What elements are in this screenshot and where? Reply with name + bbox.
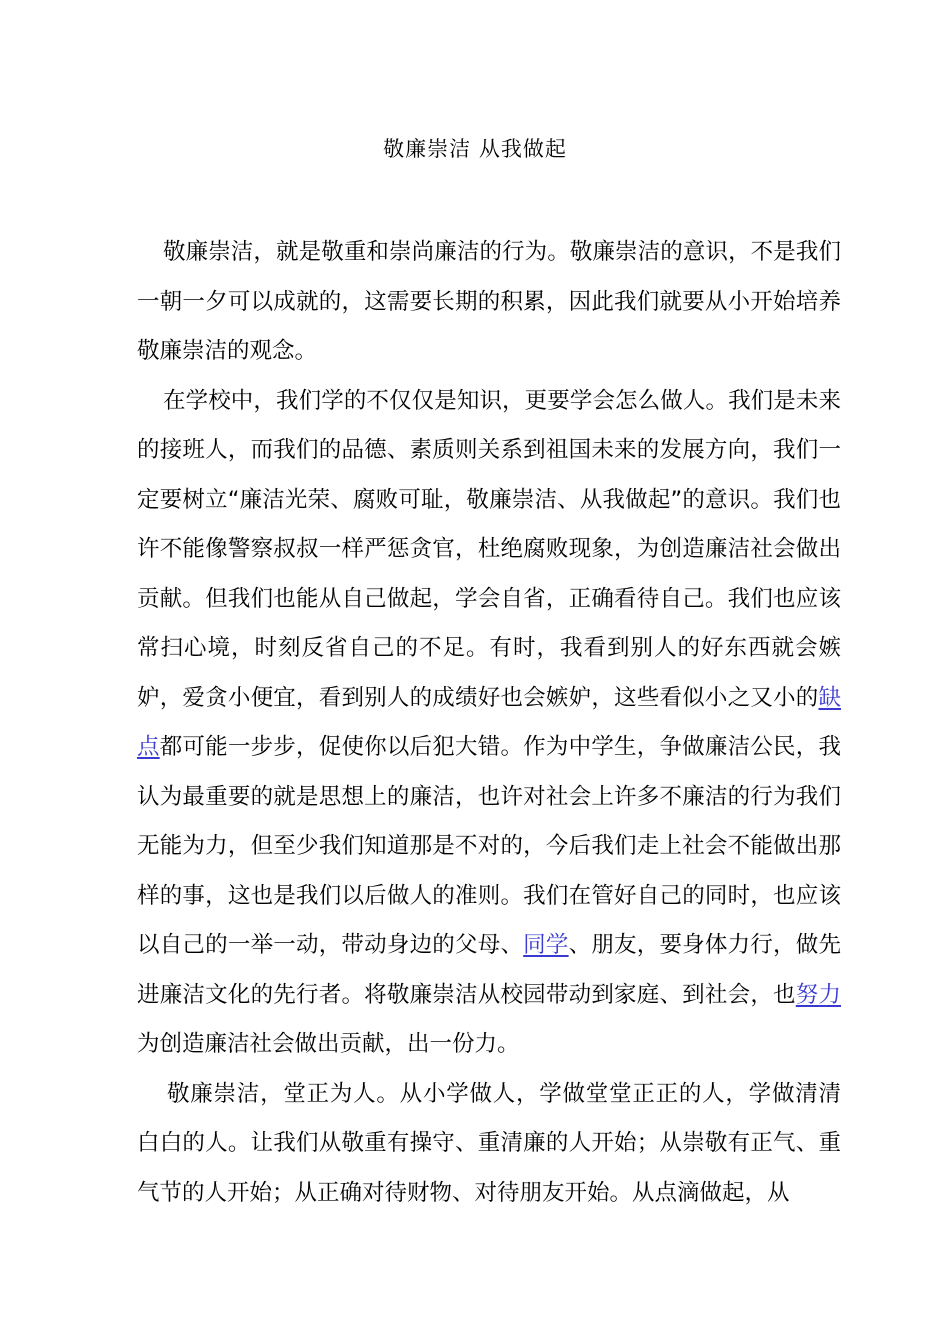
document-title: 敬廉崇洁 从我做起 [383,137,567,161]
paragraph-3 [137,1070,841,1219]
paragraph-text: 为创造廉洁社会做出贡献，出一份力。 [137,1031,520,1057]
paragraph-2 [137,377,841,1070]
paragraph-text: 敬廉崇洁，堂正为人。从小学做人，学做堂堂正正的人，学做清清白白的人。让我们从敬重有操守、重清廉的人开始；从崇敬有正气、重气节的人开始；从正确对待财物、对待朋友开始。从点滴做起，从 [137,1080,841,1206]
paragraph-text: 都可能一步步，促使你以后犯大错。作为中学生，争做廉洁公民，我认为最重要的就是思想上的廉洁，也许对社会上许多不廉洁的行为我们无能为力，但至少我们知道那是不对的，今后我们走上社会不能做出那样的事，这也是我们以后做人的准则。我们在管好自己的同时，也应该以自己的一举一动，带动身边的父母、 [137,734,841,958]
document-body [137,228,841,1218]
link-quedian[interactable]: 缺点 [137,684,841,760]
paragraph-text: 、朋友，要身体力行，做先进廉洁文化的先行者。将敬廉崇洁从校园带动到家庭、到社会，也 [137,932,841,1008]
paragraph-text: 在学校中，我们学的不仅仅是知识，更要学会怎么做人。我们是未来的接班人，而我们的品德、素质则关系到祖国未来的发展方向，我们一定要树立“廉洁光荣、腐败可耻，敬廉崇洁、从我做起”的意识。我们也许不能像警察叔叔一样严惩贪官，杜绝腐败现象，为创造廉洁社会做出贡献。但我们也能从自己做起，学会自省，正确看待自己。我们也应该常扫心境，时刻反省自己的不足。有时，我看到别人的好东西就会嫉妒，爱贪小便宜，看到别人的成绩好也会嫉妒，这些看似小之又小的 [137,387,841,711]
paragraph-text: 敬廉崇洁，就是敬重和崇尚廉洁的行为。敬廉崇洁的意识，不是我们一朝一夕可以成就的，这需要长期的积累，因此我们就要从小开始培养敬廉崇洁的观念。 [137,239,841,364]
link-tongxue[interactable]: 同学 [523,932,569,958]
link-nuli[interactable]: 努力 [795,981,841,1008]
paragraph-1 [137,228,841,377]
